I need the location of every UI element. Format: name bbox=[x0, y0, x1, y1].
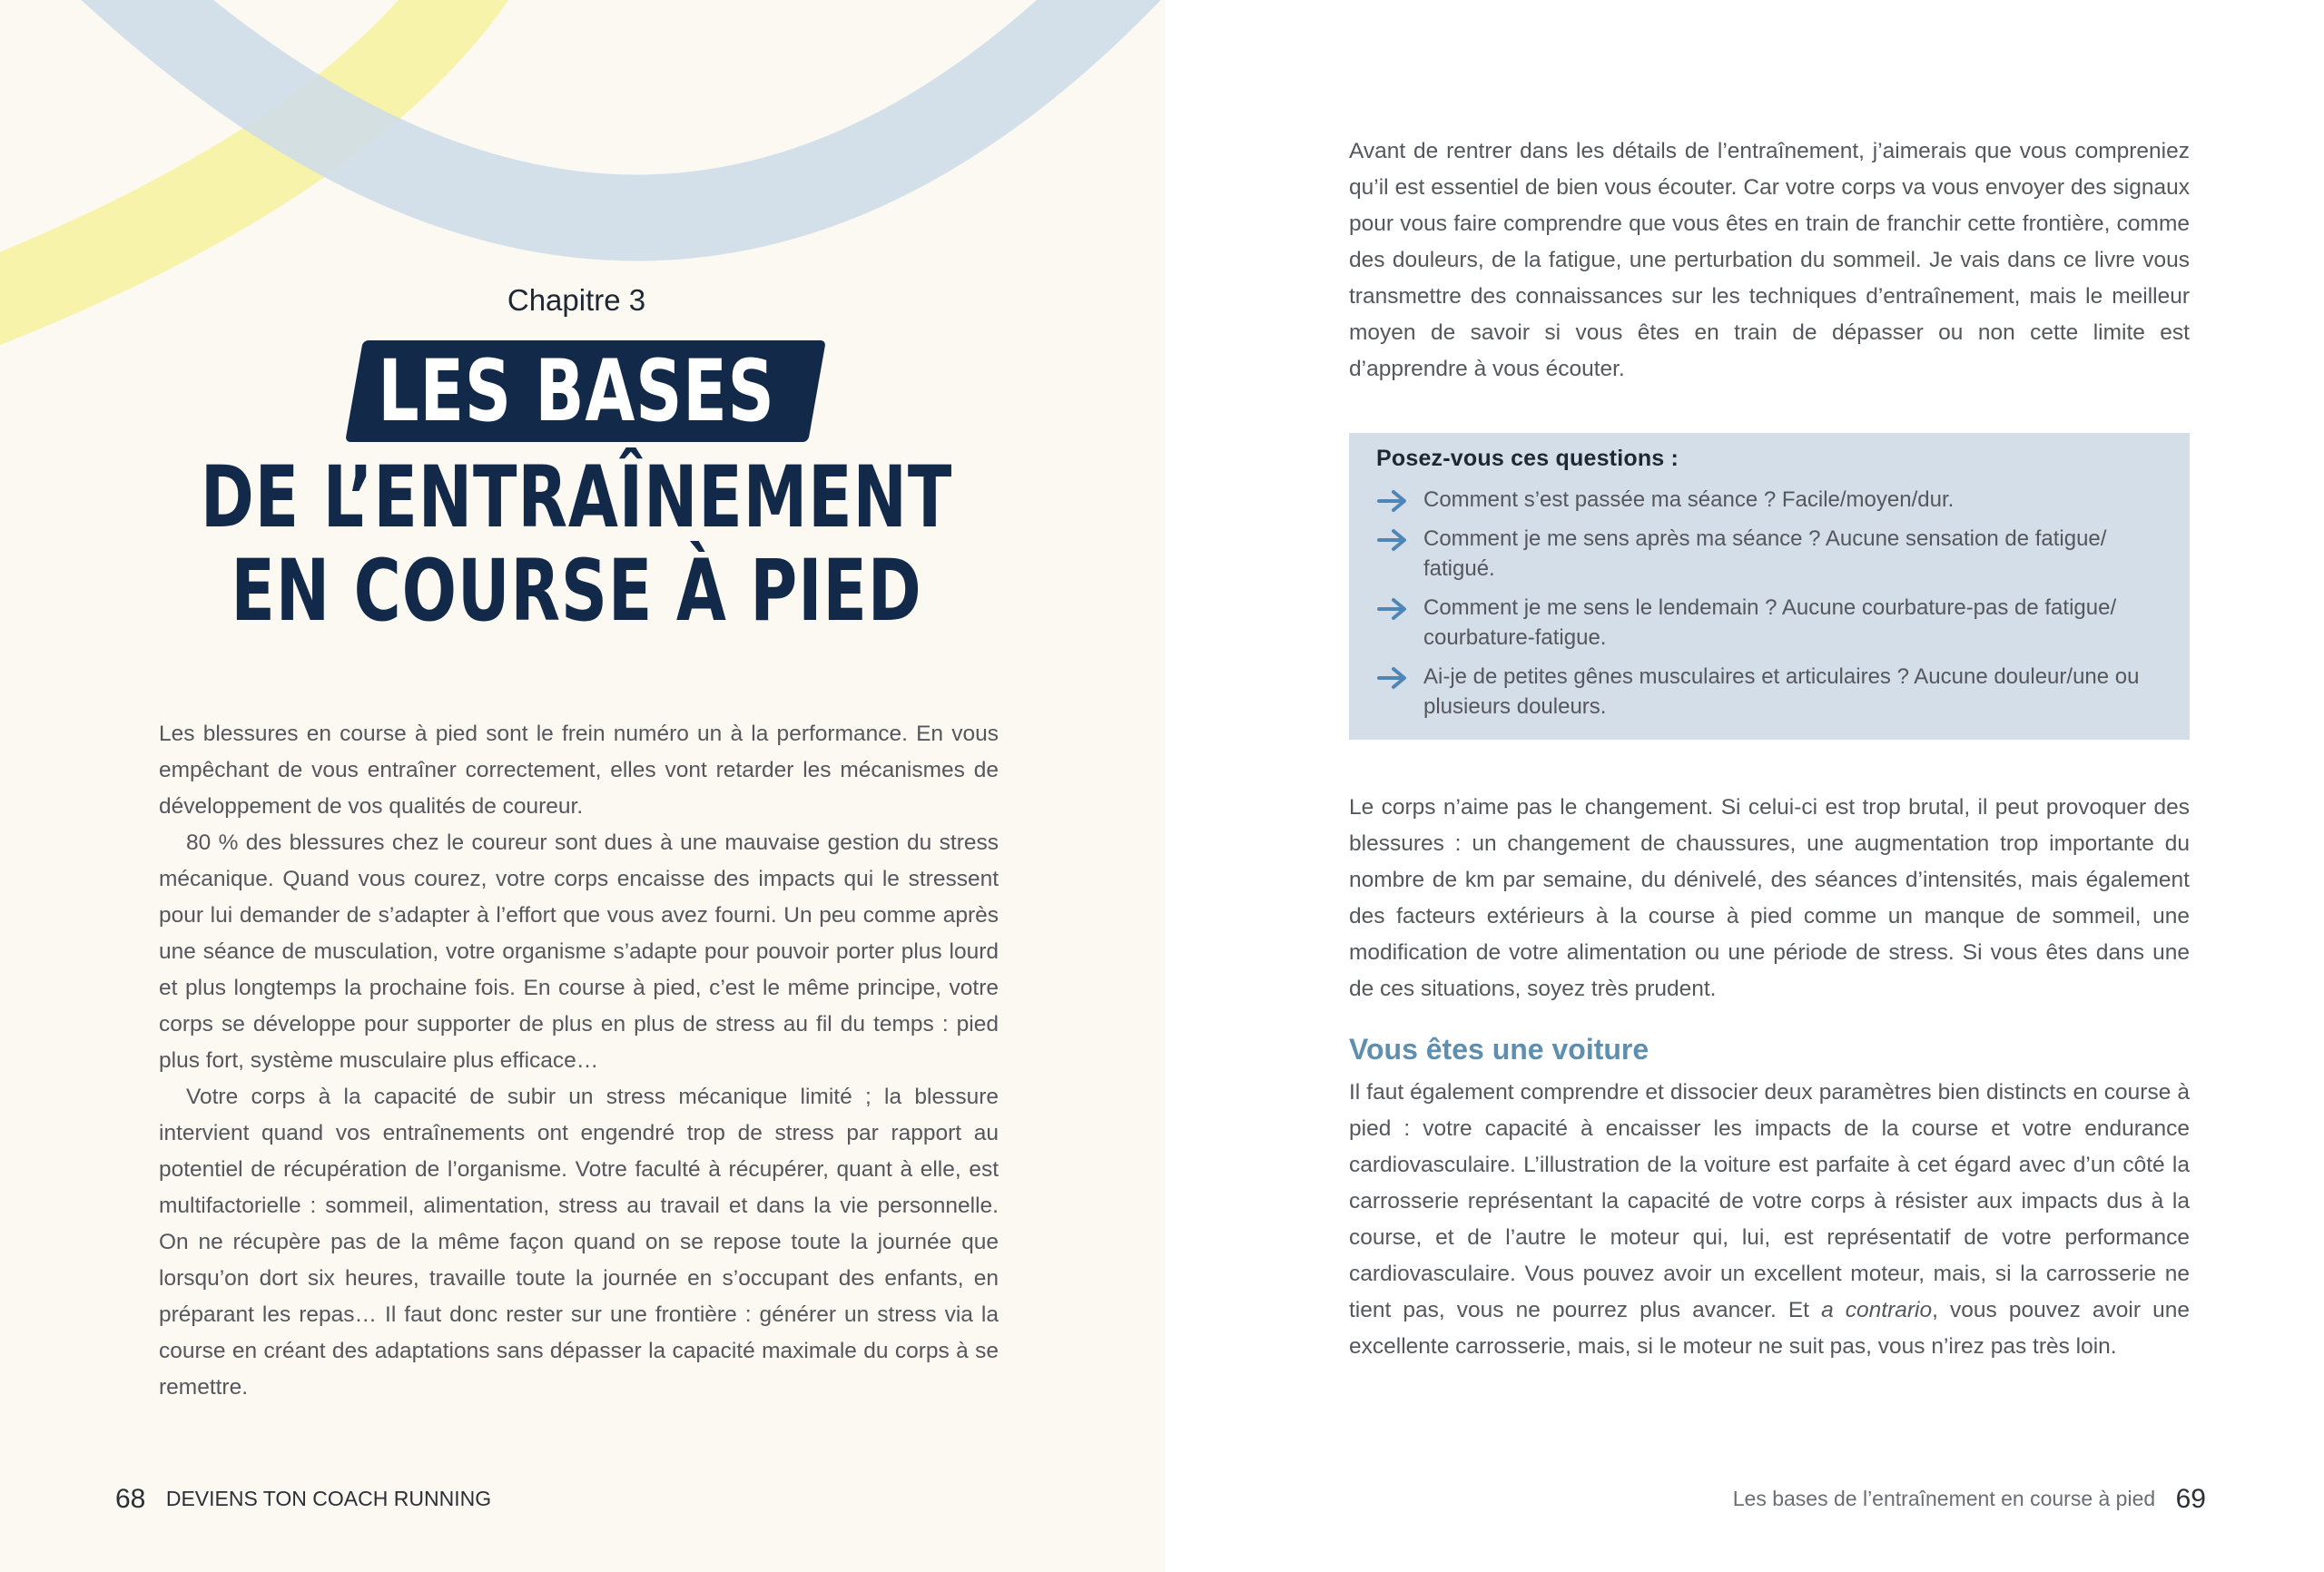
question-text: Comment je me sens le lendemain ? Aucune courbature-pas de fatigue/ courbature-fatigue. bbox=[1423, 595, 2117, 650]
questions-box-title: Posez-vous ces questions : bbox=[1376, 446, 1679, 471]
question-text: Ai-je de petites gênes musculaires et articulaires ? Aucune douleur/une ou plusieurs douleurs. bbox=[1423, 664, 2140, 719]
paragraph: Votre corps à la capacité de subir un stress mécanique limité ; la blessure intervient quand vos entraînements ont engendré trop de stress par rapport au potentiel de récupération de l’organisme. Votre faculté à récupérer, quant à elle, est multifactorielle : sommeil, alimentation, stress au travail et dans la vie personnelle. On ne récupère pas de la même façon quand on se repose toute la journée que lorsqu’on dort six heures, travaille toute la journée en s’occupant des enfants, en préparant les repas… Il faut donc rester sur une frontière : générer un stress via la course en créant des adaptations sans dépasser la capacité maximale du corps à se remettre. bbox=[159, 1085, 999, 1400]
italic-phrase: a contrario bbox=[1821, 1298, 1933, 1322]
paragraph-text: , vous pouvez avoir une excellente carrosserie, mais, si le moteur ne suit pas, vous n’irez pas très loin. bbox=[1349, 1298, 2190, 1359]
questions-box bbox=[1349, 433, 2190, 740]
chapter-title-line-1: LES BASES bbox=[378, 342, 775, 441]
paragraph: Avant de rentrer dans les détails de l’entraînement, j’aimerais que vous compreniez qu’il est essentiel de bien vous écouter. Car votre corps va vous envoyer des signaux pour vous faire comprendre que vous êtes en train de franchir cette frontière, comme des douleurs, de la fatigue, une perturbation du sommeil. Je vais dans ce livre vous transmettre des connaissances sur les techniques d’entraînement, mais le meilleur moyen de savoir si vous êtes en train de dépasser ou non cette limite est d’apprendre à vous écouter. bbox=[1349, 139, 2190, 381]
list-item bbox=[1376, 524, 2162, 584]
arrow-right-icon bbox=[1376, 596, 1409, 622]
left-footer bbox=[115, 1484, 491, 1515]
arrow-right-icon bbox=[1376, 527, 1409, 553]
arrow-right-icon bbox=[1376, 488, 1409, 514]
paragraph: 80 % des blessures chez le coureur sont dues à une mauvaise gestion du stress mécanique. Quand vous courez, votre corps encaisse des impacts qui le stressent pour lui demander de s’adapter à l’effort que vous avez fourni. Un peu comme après une séance de musculation, votre organisme s’adapte pour pouvoir porter plus lourd et plus longtemps la prochaine fois. En course à pied, c’est le même principe, votre corps se développe pour supporter de plus en plus de stress au fil du temps : pied plus fort, système musculaire plus efficace… bbox=[159, 830, 999, 1073]
paragraph: Les blessures en course à pied sont le frein numéro un à la performance. En vous empêchant de vous entraîner correctement, elles vont retarder les mécanismes de développement de vos qualités de coureur. bbox=[159, 722, 999, 819]
car-paragraph-block bbox=[1349, 1075, 2190, 1365]
page-number: 68 bbox=[115, 1484, 146, 1514]
change-paragraph-block bbox=[1349, 790, 2190, 1007]
chapter-label: Chapitre 3 bbox=[507, 283, 646, 317]
list-item bbox=[1376, 662, 2162, 722]
question-text: Comment s’est passée ma séance ? Facile/moyen/dur. bbox=[1423, 487, 1955, 512]
right-footer bbox=[1733, 1484, 2206, 1515]
running-title: DEVIENS TON COACH RUNNING bbox=[165, 1487, 492, 1510]
paragraph: Le corps n’aime pas le changement. Si celui-ci est trop brutal, il peut provoquer des blessures : un changement de chaussures, une augmentation trop importante du nombre de km par semaine, du dénivelé, des séances d’intensités, mais également des facteurs extérieurs à la course à pied comme un manque de sommeil, une modification de votre alimentation ou une période de stress. Si vous êtes dans une de ces situations, soyez très prudent. bbox=[1349, 795, 2190, 1001]
running-title: Les bases de l’entraînement en course à pied bbox=[1732, 1487, 2156, 1510]
paragraph bbox=[1349, 1075, 2190, 1365]
question-text: Comment je me sens après ma séance ? Aucune sensation de fatigue/ fatigué. bbox=[1423, 526, 2107, 581]
intro-paragraph bbox=[1349, 133, 2190, 388]
list-item bbox=[1376, 593, 2162, 653]
arrow-right-icon bbox=[1376, 665, 1409, 691]
section-heading: Vous êtes une voiture bbox=[1349, 1033, 1649, 1066]
list-item bbox=[1376, 485, 2162, 515]
right-page bbox=[1165, 0, 2324, 1572]
page-number: 69 bbox=[2175, 1484, 2206, 1514]
paragraph-text: Il faut également comprendre et dissocier deux paramètres bien distincts en course à pied : votre capacité à encaisser les impacts de la course et votre endurance cardiovasculaire. L’illustration de la voiture est parfaite à cet égard avec d’un côté la carrosserie représentant la capacité de votre corps à résister aux impacts dus à la course, et de l’autre le moteur qui, lui, est représentatif de votre performance cardiovasculaire. Vous pouvez avoir un excellent moteur, mais, si la carrosserie ne tient pas, vous ne pourrez plus avancer. Et bbox=[1349, 1080, 2190, 1322]
chapter-title-line-2: DE L’ENTRAÎNEMENT bbox=[200, 448, 953, 547]
left-body-text bbox=[159, 716, 999, 1406]
chapter-title-line-3: EN COURSE À PIED bbox=[231, 542, 922, 641]
